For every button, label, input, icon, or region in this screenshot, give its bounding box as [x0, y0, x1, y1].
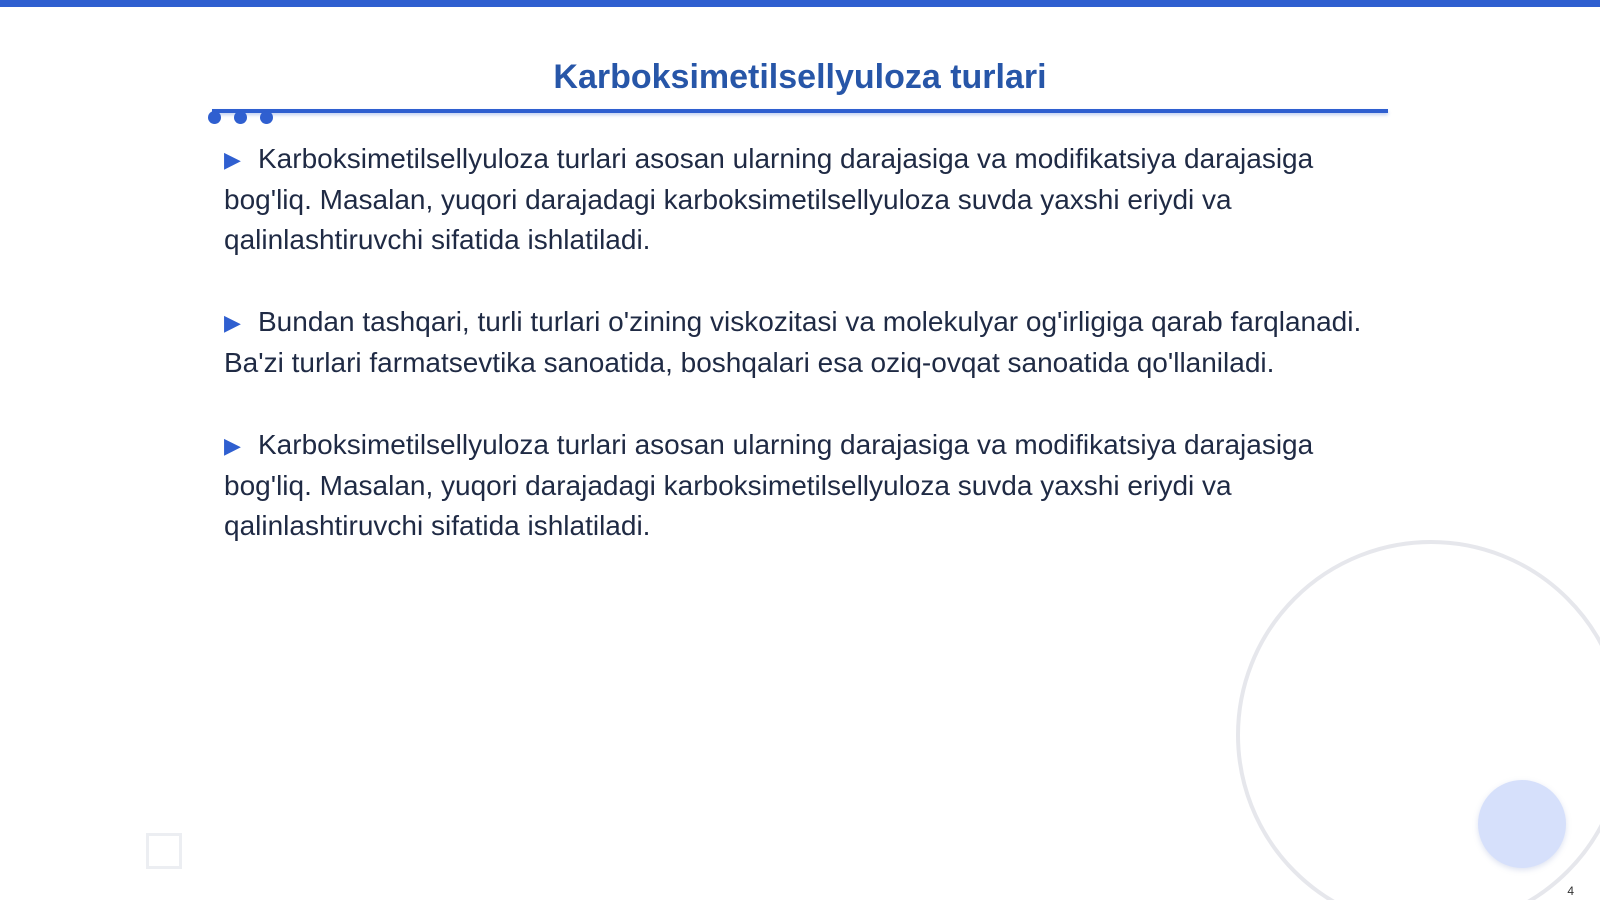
- page-number: 4: [1567, 884, 1574, 898]
- play-triangle-icon: ▶: [224, 147, 241, 172]
- underline-dot: [208, 111, 221, 124]
- decorative-dot: [1478, 780, 1566, 868]
- decorative-square: [146, 833, 182, 869]
- bullet-item: [224, 302, 1384, 383]
- play-triangle-icon: ▶: [224, 310, 241, 335]
- title-underline: [212, 109, 1388, 113]
- bullet-list: [224, 139, 1384, 588]
- underline-dot: [234, 111, 247, 124]
- bullet-text: Karboksimetilsellyuloza turlari asosan ularning darajasiga va modifikatsiya darajasiga bog'liq. Masalan, yuqori darajadagi karboksimetilsellyuloza suvda yaxshi eriydi va qalinlashtiruvchi sifatida ishlatiladi.: [224, 143, 1314, 255]
- bullet-text: Bundan tashqari, turli turlari o'zining viskozitasi va molekulyar og'irligiga qarab farqlanadi. Ba'zi turlari farmatsevtika sanoatida, boshqalari esa oziq-ovqat sanoatida qo'llaniladi.: [224, 306, 1362, 378]
- bullet-item: [224, 425, 1384, 546]
- bullet-item: [224, 139, 1384, 260]
- underline-dot: [260, 111, 273, 124]
- top-accent-bar: [0, 0, 1600, 7]
- slide-title: Karboksimetilsellyuloza turlari: [553, 58, 1047, 96]
- play-triangle-icon: ▶: [224, 433, 241, 458]
- bullet-text: Karboksimetilsellyuloza turlari asosan ularning darajasiga va modifikatsiya darajasiga bog'liq. Masalan, yuqori darajadagi karboksimetilsellyuloza suvda yaxshi eriydi va qalinlashtiruvchi sifatida ishlatiladi.: [224, 429, 1314, 541]
